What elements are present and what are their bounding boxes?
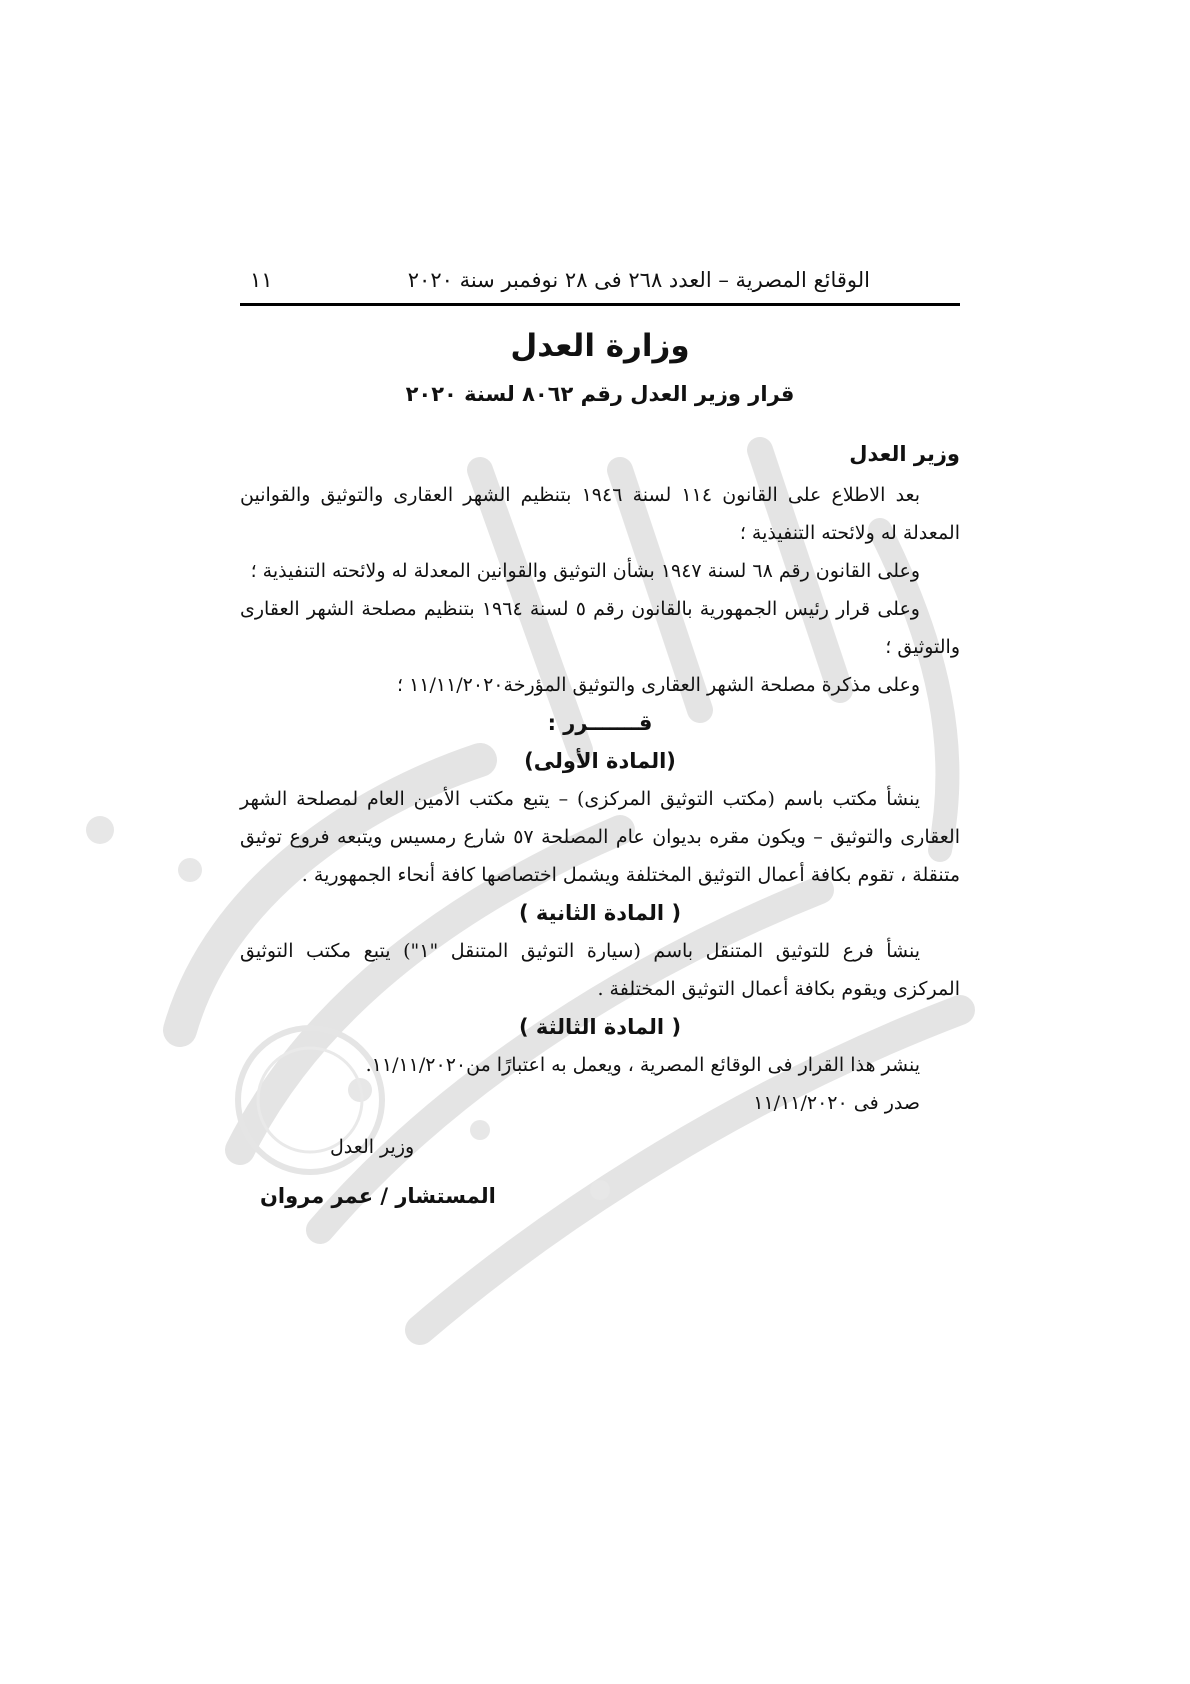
document-page xyxy=(240,258,960,1242)
signature-name: المستشار / عمر مروان xyxy=(260,1184,496,1208)
preamble-paragraph: وعلى مذكرة مصلحة الشهر العقارى والتوثيق المؤرخة١١/١١/٢٠٢٠ ؛ xyxy=(396,674,920,696)
issued-date: صدر فى ١١/١١/٢٠٢٠ xyxy=(753,1092,920,1114)
signature-block xyxy=(240,1122,960,1242)
signature-title: وزير العدل xyxy=(330,1136,415,1158)
article-2-heading: ( المادة الثانية ) xyxy=(518,901,682,925)
preamble-paragraph: بعد الاطلاع على القانون ١١٤ لسنة ١٩٤٦ بتنظيم الشهر العقارى والتوثيق والقوانين المعدلة له ولائحته التنفيذية ؛ xyxy=(240,484,960,544)
page-header xyxy=(240,258,960,306)
article-3-text: ينشر هذا القرار فى الوقائع المصرية ، ويعمل به اعتبارًا من١١/١١/٢٠٢٠. xyxy=(365,1054,920,1076)
preamble-paragraph: وعلى القانون رقم ٦٨ لسنة ١٩٤٧ بشأن التوثيق والقوانين المعدلة له ولائحته التنفيذية ؛ xyxy=(250,560,920,582)
article-2-text: ينشأ فرع للتوثيق المتنقل باسم (سيارة التوثيق المتنقل "١") يتبع مكتب التوثيق المركزى ويقوم بكافة أعمال التوثيق المختلفة . xyxy=(240,940,960,1000)
preamble-paragraph: وعلى قرار رئيس الجمهورية بالقانون رقم ٥ لسنة ١٩٦٤ بتنظيم مصلحة الشهر العقارى والتوثيق ؛ xyxy=(240,598,960,658)
decides-heading: قـــــــرر : xyxy=(547,711,653,735)
page-number: ١١ xyxy=(250,268,273,292)
article-1-heading: (المادة الأولى) xyxy=(524,749,676,773)
article-3-heading: ( المادة الثالثة ) xyxy=(518,1015,682,1039)
gazette-header-title: الوقائع المصرية – العدد ٢٦٨ فى ٢٨ نوفمبر سنة ٢٠٢٠ xyxy=(407,268,870,292)
ministry-title: وزارة العدل xyxy=(510,328,690,364)
minister-heading: وزير العدل xyxy=(849,442,960,466)
decree-title: قرار وزير العدل رقم ٨٠٦٢ لسنة ٢٠٢٠ xyxy=(405,382,795,406)
article-1-text: ينشأ مكتب باسم (مكتب التوثيق المركزى) – يتبع مكتب الأمين العام لمصلحة الشهر العقارى والتوثيق – ويكون مقره بديوان عام المصلحة ٥٧ شارع رمسيس ويتبعه فروع توثيق متنقلة ، تقوم بكافة أعمال التوثيق المختلفة ويشمل اختصاصها كافة أنحاء الجمهورية . xyxy=(240,788,960,886)
header-divider xyxy=(240,303,960,306)
